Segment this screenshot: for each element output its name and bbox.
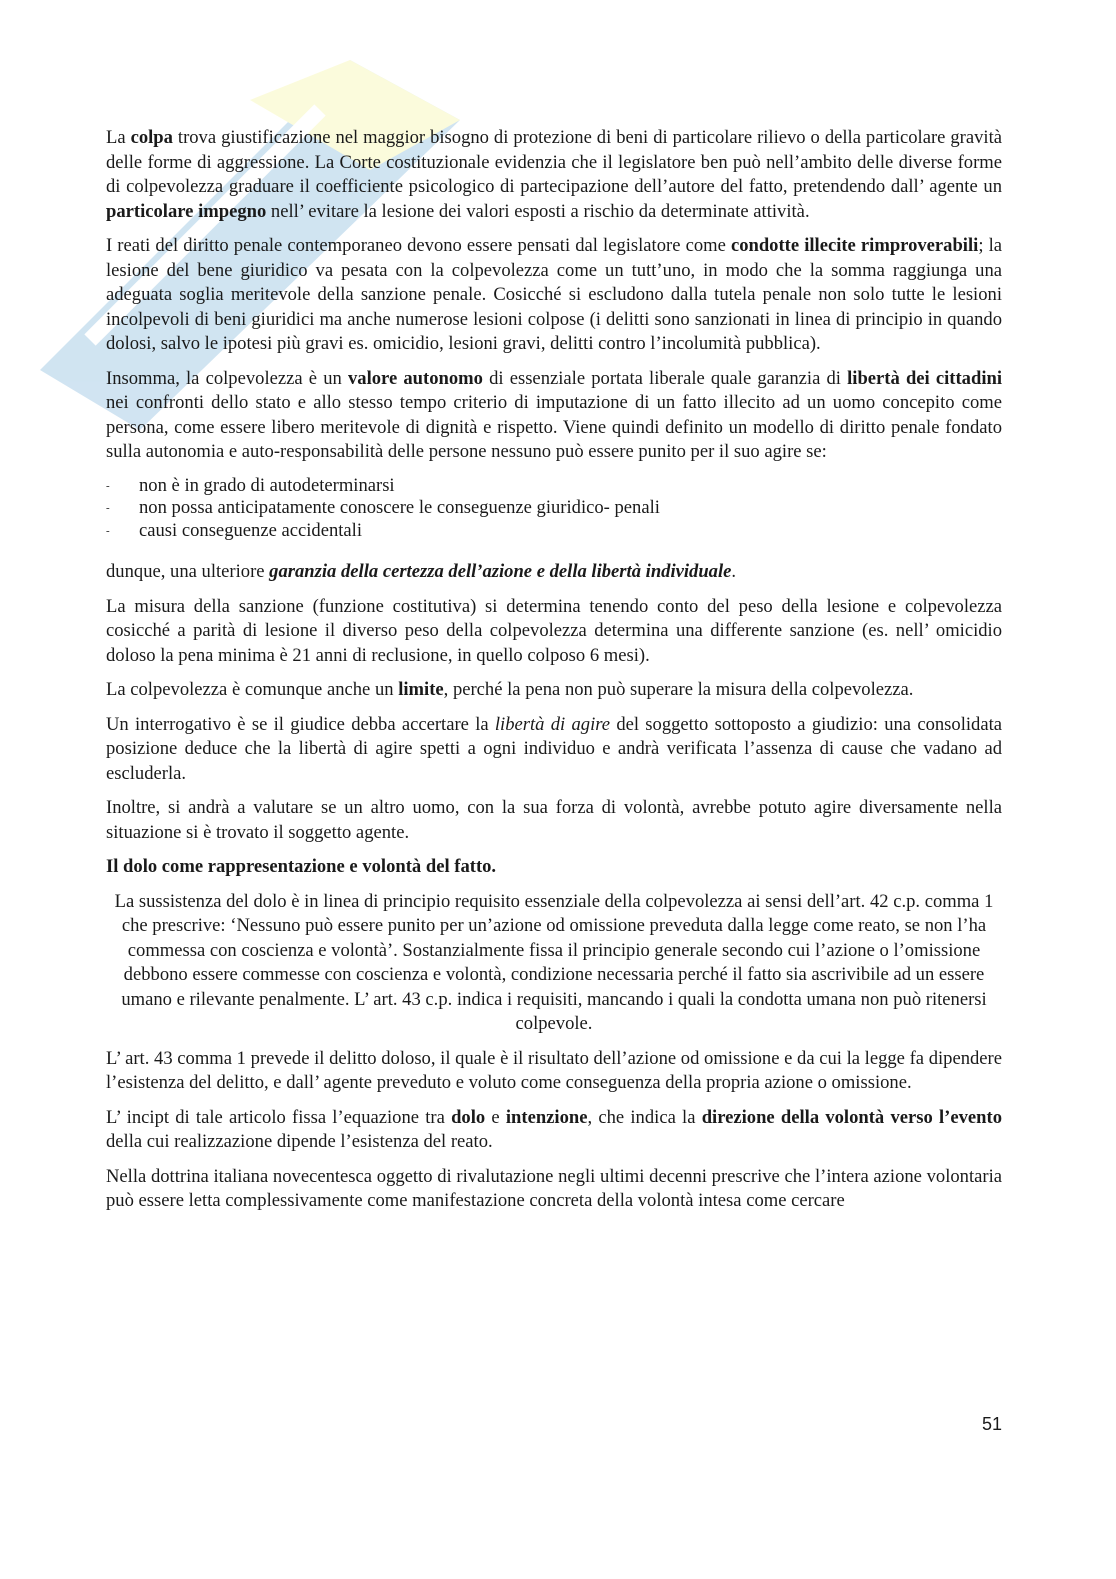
paragraph-inoltre: Inoltre, si andrà a valutare se un altro uomo, con la sua forza di volontà, avrebbe potuto agire diversamente nella situazione si è trovato il soggetto agente. bbox=[106, 797, 1002, 843]
document-page bbox=[106, 126, 1002, 1224]
list-item: - causi conseguenze accidentali bbox=[106, 520, 1002, 543]
conditions-list bbox=[106, 475, 1002, 543]
bold-intenzione: intenzione bbox=[505, 1106, 588, 1128]
page-number: 51 bbox=[981, 1414, 1002, 1434]
bold-particolare-impegno: particolare impegno bbox=[106, 200, 267, 222]
paragraph-incipit: L’ incipt di tale articolo fissa l’equazione tra dolo e intenzione, che indica la direzione della volontà verso l’evento della cui realizzazione dipende l’esistenza del reato. bbox=[106, 1106, 1002, 1152]
paragraph-dunque: dunque, una ulteriore garanzia della certezza dell’azione e della libertà individuale. bbox=[106, 561, 737, 582]
bold-colpa: colpa bbox=[130, 127, 173, 148]
paragraph-reati: I reati del diritto penale contemporaneo devono essere pensati dal legislatore come condotte illecite rimproverabili; la lesione del bene giuridico va pesata con la colpevolezza come un tutt’uno, in modo che la somma raggiunga una adeguata soglia meritevole della sanzione penale. Cosicché si escludono dalla tutela penale non solo tutte le lesioni incolpevoli di beni giuridici ma anche numerose lesioni colpose (i delitti sono sanzionati in linea di principio in quando dolosi, salvo le ipotesi più gravi es. omicidio, lesioni gravi, delitti contro l’incolumità pubblica). bbox=[106, 235, 1002, 354]
paragraph-misura: La misura della sanzione (funzione costitutiva) si determina tenendo conto del peso della lesione e colpevolezza cosicché a parità di lesione il diverso peso della colpevolezza determina una differente sanzione (es. nell’ omicidio doloso la pena minima è 21 anni di reclusione, in quello colposo 6 mesi). bbox=[106, 595, 1002, 666]
bold-liberta-dei-cittadini: libertà dei cittadini bbox=[847, 367, 1002, 389]
bold-condotte-illecite: condotte illecite rimproverabili bbox=[730, 235, 979, 256]
italic-liberta-di-agire: libertà di agire bbox=[494, 713, 611, 735]
paragraph-dottrina: Nella dottrina italiana novecentesca oggetto di rivalutazione negli ultimi decenni prescrive che l’intera azione volontaria può essere letta complessivamente come manifestazione concreta della volontà intesa come cercare bbox=[106, 1165, 1002, 1211]
paragraph-colpa: La colpa trova giustificazione nel maggior bisogno di protezione di beni di particolare rilievo o della particolare gravità delle forme di aggressione. La Corte costituzionale evidenzia che il legislatore ben può nell’ambito delle diverse forme di colpevolezza graduare il coefficiente psicologico di partecipazione dell’autore del fatto, pretendendo dall’ agente un particolare impegno nell’ evitare la lesione dei valori esposti a rischio da determinate attività. bbox=[106, 127, 1002, 222]
bold-direzione-volonta: direzione della volontà verso l’evento bbox=[701, 1106, 1002, 1128]
bold-limite: limite bbox=[398, 679, 444, 700]
paragraph-centered-art42: La sussistenza del dolo è in linea di principio requisito essenziale della colpevolezza ai sensi dell’art. 42 c.p. comma 1 che prescrive: ‘Nessuno può essere punito per un’azione od omissione preveduta dalla legge come reato, se non l’ha commessa con coscienza e volontà’. Sostanzialmente fissa il principio generale secondo cui l’azione o l’omissione debbono essere commesse con coscienza e volontà, condizione necessaria perché il fatto sia ascrivibile ad un essere umano e rilevante penalmente. L’ art. 43 c.p. indica i requisiti, mancando i quali la condotta umana non può ritenersi colpevole. bbox=[114, 890, 994, 1034]
bold-italic-garanzia: garanzia della certezza dell’azione e della libertà individuale bbox=[269, 561, 732, 582]
paragraph-art43: L’ art. 43 comma 1 prevede il delitto doloso, il quale è il risultato dell’azione od omissione e da cui la legge fa dipendere l’esistenza del delitto, e dall’ agente preveduto e voluto come conseguenza della propria azione o omissione. bbox=[106, 1047, 1002, 1093]
paragraph-interrogativo: Un interrogativo è se il giudice debba accertare la libertà di agire del soggetto sottoposto a giudizio: una consolidata posizione deduce che la libertà di agire spetti a ogni individuo e andrà verificata l’assenza di cause che vadano ad escluderla. bbox=[106, 713, 1003, 784]
bold-dolo: dolo bbox=[451, 1106, 486, 1128]
paragraph-limite: La colpevolezza è comunque anche un limite, perché la pena non può superare la misura della colpevolezza. bbox=[106, 679, 914, 700]
bold-valore-autonomo: valore autonomo bbox=[347, 367, 483, 389]
list-item: - non è in grado di autodeterminarsi bbox=[106, 475, 1002, 498]
section-heading: Il dolo come rappresentazione e volontà del fatto. bbox=[106, 856, 497, 877]
paragraph-insomma: Insomma, la colpevolezza è un valore autonomo di essenziale portata liberale quale garanzia di libertà dei cittadini nei confronti dello stato e allo stesso tempo criterio di imputazione di un fatto illecito ad un uomo concepito come persona, come essere libero meritevole di dignità e rispetto. Viene quindi definito un modello di diritto penale fondato sulla autonomia e auto-responsabilità delle persone nessuno può essere punito per il suo agire se: bbox=[106, 367, 1002, 462]
list-item: - non possa anticipatamente conoscere le conseguenze giuridico- penali bbox=[106, 497, 1002, 520]
